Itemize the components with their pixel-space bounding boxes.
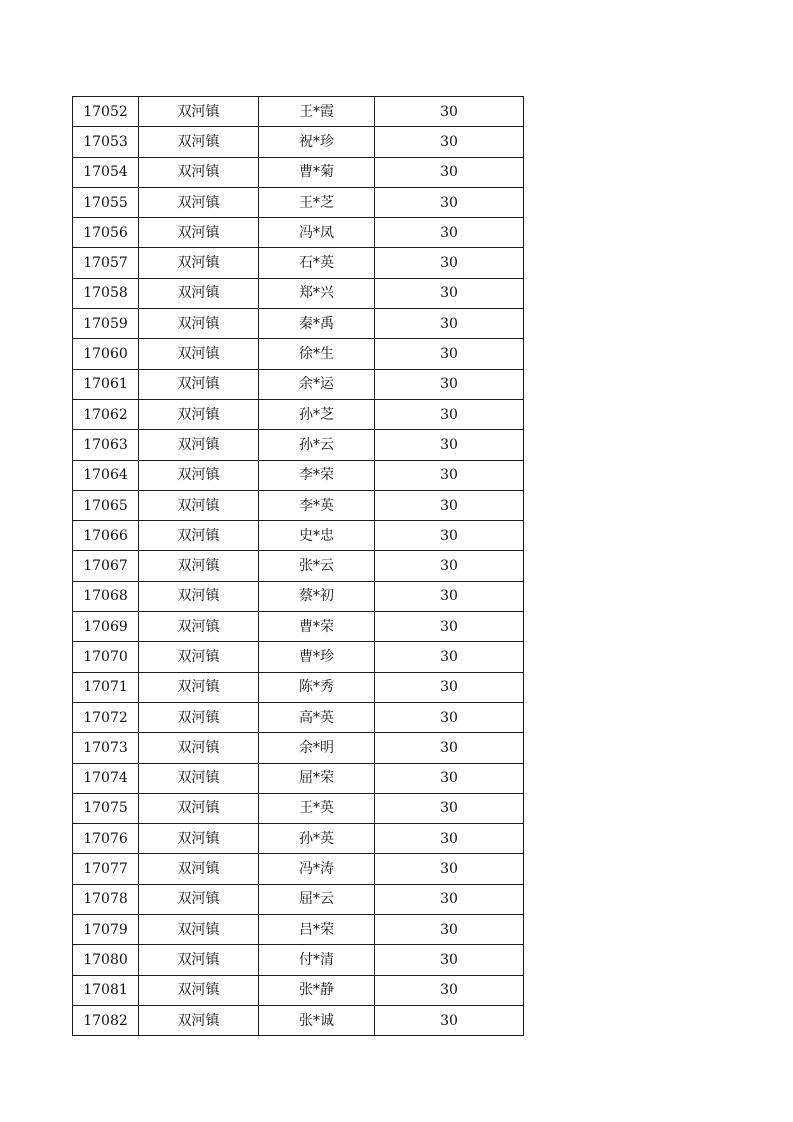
- table-row: [73, 884, 524, 914]
- row-id-cell: 17057: [73, 248, 139, 278]
- row-amount-cell: 30: [375, 612, 524, 642]
- row-town-cell: 双河镇: [139, 551, 259, 581]
- table-row: [73, 763, 524, 793]
- table-row: [73, 278, 524, 308]
- row-amount-cell: 30: [375, 672, 524, 702]
- row-amount-cell: 30: [375, 642, 524, 672]
- row-town-cell: 双河镇: [139, 581, 259, 611]
- row-amount-cell: 30: [375, 551, 524, 581]
- row-id-cell: 17059: [73, 309, 139, 339]
- table-row: [73, 551, 524, 581]
- row-town-cell: 双河镇: [139, 945, 259, 975]
- row-amount-cell: 30: [375, 702, 524, 732]
- table-row: [73, 581, 524, 611]
- row-amount-cell: 30: [375, 733, 524, 763]
- table-row: [73, 945, 524, 975]
- table-row: [73, 521, 524, 551]
- row-amount-cell: 30: [375, 884, 524, 914]
- table-row: [73, 824, 524, 854]
- row-id-cell: 17065: [73, 490, 139, 520]
- row-name-cell: 余*明: [259, 733, 375, 763]
- row-amount-cell: 30: [375, 97, 524, 127]
- row-name-cell: 徐*生: [259, 339, 375, 369]
- row-name-cell: 孙*云: [259, 430, 375, 460]
- row-name-cell: 石*英: [259, 248, 375, 278]
- row-town-cell: 双河镇: [139, 490, 259, 520]
- row-town-cell: 双河镇: [139, 733, 259, 763]
- row-id-cell: 17063: [73, 430, 139, 460]
- row-id-cell: 17066: [73, 521, 139, 551]
- row-id-cell: 17056: [73, 218, 139, 248]
- row-id-cell: 17055: [73, 187, 139, 217]
- row-id-cell: 17079: [73, 915, 139, 945]
- row-id-cell: 17064: [73, 460, 139, 490]
- row-id-cell: 17073: [73, 733, 139, 763]
- row-name-cell: 李*英: [259, 490, 375, 520]
- row-id-cell: 17081: [73, 975, 139, 1005]
- row-town-cell: 双河镇: [139, 309, 259, 339]
- row-name-cell: 张*诚: [259, 1005, 375, 1035]
- row-id-cell: 17077: [73, 854, 139, 884]
- row-amount-cell: 30: [375, 581, 524, 611]
- table-row: [73, 793, 524, 823]
- row-id-cell: 17052: [73, 97, 139, 127]
- row-name-cell: 余*运: [259, 369, 375, 399]
- row-amount-cell: 30: [375, 248, 524, 278]
- row-town-cell: 双河镇: [139, 702, 259, 732]
- row-town-cell: 双河镇: [139, 157, 259, 187]
- table-row: [73, 915, 524, 945]
- row-town-cell: 双河镇: [139, 915, 259, 945]
- row-id-cell: 17080: [73, 945, 139, 975]
- row-amount-cell: 30: [375, 369, 524, 399]
- row-id-cell: 17069: [73, 612, 139, 642]
- row-amount-cell: 30: [375, 339, 524, 369]
- row-town-cell: 双河镇: [139, 187, 259, 217]
- row-amount-cell: 30: [375, 824, 524, 854]
- table-row: [73, 339, 524, 369]
- table-row: [73, 733, 524, 763]
- table-row: [73, 854, 524, 884]
- row-id-cell: 17060: [73, 339, 139, 369]
- row-amount-cell: 30: [375, 187, 524, 217]
- table-row: [73, 672, 524, 702]
- row-name-cell: 冯*凤: [259, 218, 375, 248]
- table-row: [73, 612, 524, 642]
- row-amount-cell: 30: [375, 157, 524, 187]
- row-name-cell: 孙*英: [259, 824, 375, 854]
- row-amount-cell: 30: [375, 127, 524, 157]
- row-name-cell: 张*云: [259, 551, 375, 581]
- row-id-cell: 17053: [73, 127, 139, 157]
- table-row: [73, 248, 524, 278]
- row-amount-cell: 30: [375, 975, 524, 1005]
- table-row: [73, 430, 524, 460]
- row-town-cell: 双河镇: [139, 1005, 259, 1035]
- table-row: [73, 157, 524, 187]
- table-row: [73, 127, 524, 157]
- table-row: [73, 702, 524, 732]
- row-name-cell: 孙*芝: [259, 399, 375, 429]
- row-town-cell: 双河镇: [139, 884, 259, 914]
- row-town-cell: 双河镇: [139, 97, 259, 127]
- row-amount-cell: 30: [375, 399, 524, 429]
- row-name-cell: 王*芝: [259, 187, 375, 217]
- row-town-cell: 双河镇: [139, 521, 259, 551]
- table-row: [73, 187, 524, 217]
- row-name-cell: 史*忠: [259, 521, 375, 551]
- row-id-cell: 17061: [73, 369, 139, 399]
- row-amount-cell: 30: [375, 1005, 524, 1035]
- table-body: [73, 97, 524, 1036]
- row-town-cell: 双河镇: [139, 369, 259, 399]
- row-town-cell: 双河镇: [139, 430, 259, 460]
- row-name-cell: 蔡*初: [259, 581, 375, 611]
- table-row: [73, 218, 524, 248]
- row-name-cell: 曹*珍: [259, 642, 375, 672]
- row-name-cell: 李*荣: [259, 460, 375, 490]
- table-row: [73, 642, 524, 672]
- row-id-cell: 17058: [73, 278, 139, 308]
- row-name-cell: 张*静: [259, 975, 375, 1005]
- row-name-cell: 陈*秀: [259, 672, 375, 702]
- row-town-cell: 双河镇: [139, 399, 259, 429]
- table-row: [73, 490, 524, 520]
- row-amount-cell: 30: [375, 278, 524, 308]
- row-name-cell: 曹*荣: [259, 612, 375, 642]
- row-name-cell: 王*霞: [259, 97, 375, 127]
- row-name-cell: 祝*珍: [259, 127, 375, 157]
- table-row: [73, 460, 524, 490]
- row-name-cell: 屈*云: [259, 884, 375, 914]
- row-id-cell: 17071: [73, 672, 139, 702]
- row-id-cell: 17062: [73, 399, 139, 429]
- row-town-cell: 双河镇: [139, 642, 259, 672]
- table-row: [73, 97, 524, 127]
- row-id-cell: 17072: [73, 702, 139, 732]
- row-amount-cell: 30: [375, 218, 524, 248]
- row-id-cell: 17078: [73, 884, 139, 914]
- table-row: [73, 1005, 524, 1035]
- table-row: [73, 399, 524, 429]
- row-amount-cell: 30: [375, 490, 524, 520]
- row-town-cell: 双河镇: [139, 612, 259, 642]
- data-table: [72, 96, 524, 1036]
- row-name-cell: 屈*荣: [259, 763, 375, 793]
- row-amount-cell: 30: [375, 915, 524, 945]
- row-id-cell: 17067: [73, 551, 139, 581]
- row-id-cell: 17075: [73, 793, 139, 823]
- row-town-cell: 双河镇: [139, 218, 259, 248]
- row-name-cell: 吕*荣: [259, 915, 375, 945]
- row-amount-cell: 30: [375, 793, 524, 823]
- row-town-cell: 双河镇: [139, 672, 259, 702]
- row-id-cell: 17074: [73, 763, 139, 793]
- row-id-cell: 17076: [73, 824, 139, 854]
- row-id-cell: 17082: [73, 1005, 139, 1035]
- row-name-cell: 秦*禹: [259, 309, 375, 339]
- table-row: [73, 309, 524, 339]
- row-amount-cell: 30: [375, 854, 524, 884]
- row-name-cell: 王*英: [259, 793, 375, 823]
- row-amount-cell: 30: [375, 309, 524, 339]
- row-town-cell: 双河镇: [139, 763, 259, 793]
- row-amount-cell: 30: [375, 521, 524, 551]
- row-town-cell: 双河镇: [139, 824, 259, 854]
- table-row: [73, 369, 524, 399]
- row-id-cell: 17068: [73, 581, 139, 611]
- row-name-cell: 冯*涛: [259, 854, 375, 884]
- table-row: [73, 975, 524, 1005]
- row-town-cell: 双河镇: [139, 127, 259, 157]
- row-amount-cell: 30: [375, 945, 524, 975]
- row-amount-cell: 30: [375, 430, 524, 460]
- row-town-cell: 双河镇: [139, 975, 259, 1005]
- row-town-cell: 双河镇: [139, 854, 259, 884]
- row-town-cell: 双河镇: [139, 278, 259, 308]
- row-town-cell: 双河镇: [139, 460, 259, 490]
- row-town-cell: 双河镇: [139, 339, 259, 369]
- row-name-cell: 付*清: [259, 945, 375, 975]
- row-id-cell: 17070: [73, 642, 139, 672]
- row-amount-cell: 30: [375, 460, 524, 490]
- row-name-cell: 郑*兴: [259, 278, 375, 308]
- row-name-cell: 高*英: [259, 702, 375, 732]
- row-amount-cell: 30: [375, 763, 524, 793]
- row-id-cell: 17054: [73, 157, 139, 187]
- row-town-cell: 双河镇: [139, 248, 259, 278]
- row-name-cell: 曹*菊: [259, 157, 375, 187]
- row-town-cell: 双河镇: [139, 793, 259, 823]
